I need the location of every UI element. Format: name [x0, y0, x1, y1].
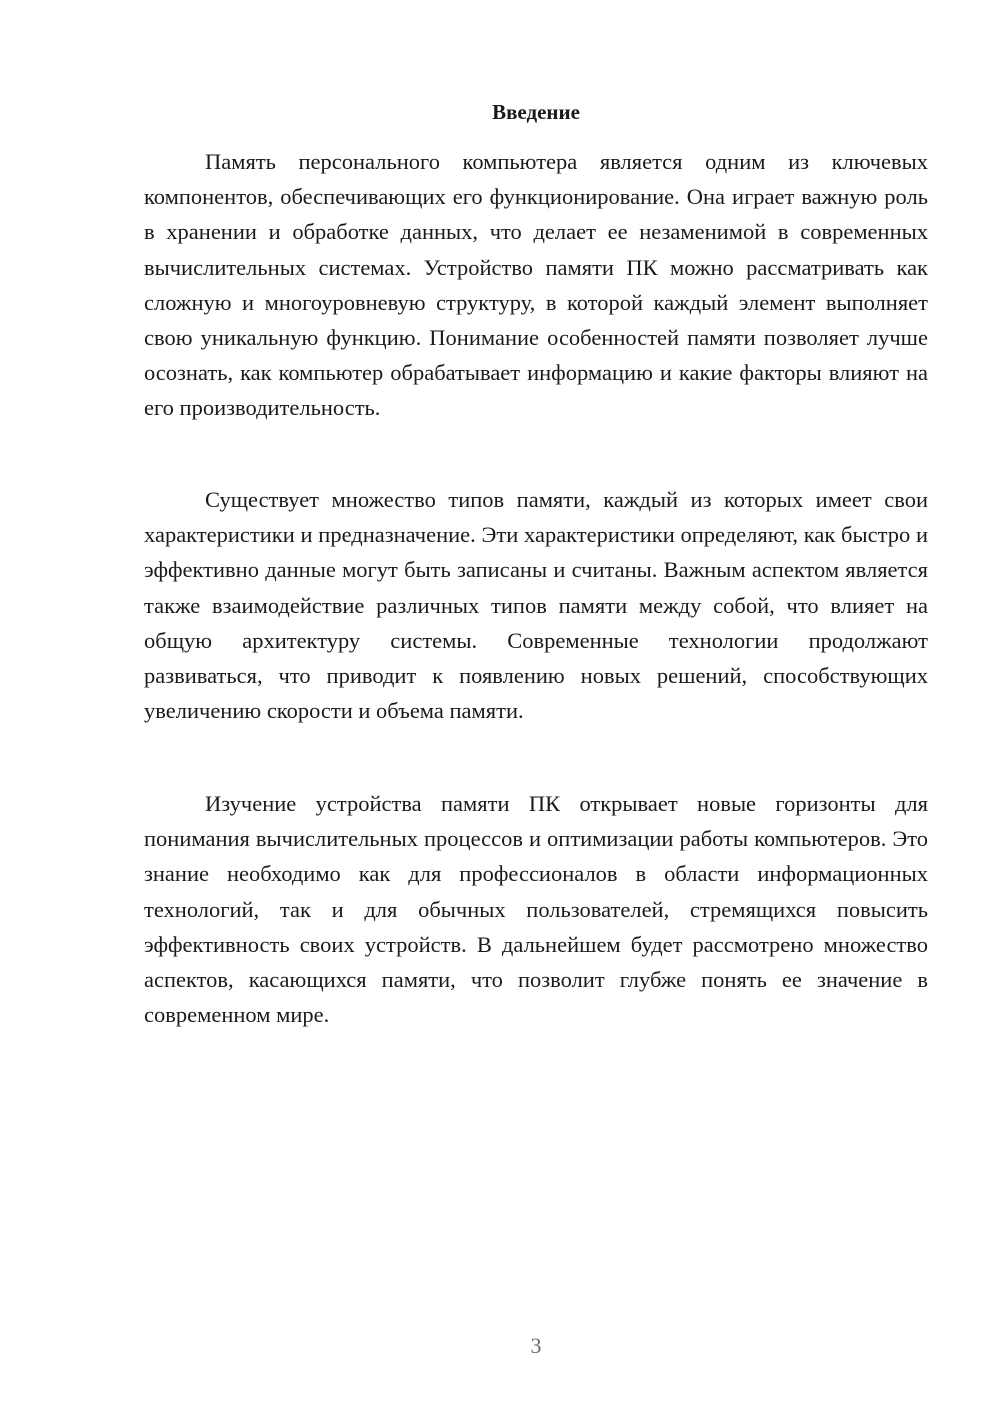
body-paragraph: Изучение устройства памяти ПК открывает новые горизонты для понимания вычислительных процессов и оптимизации работы компьютеров. Это знание необходимо как для профессионалов в области информационных технологий, так и для обычных пользователей, стремящихся повысить эффективность своих устройств. В дальнейшем будет рассмотрено множество аспектов, касающихся памяти, что позволит глубже понять ее значение в современном мире.	[144, 791, 928, 1028]
section-title: Введение	[492, 100, 580, 124]
body-paragraph: Память персонального компьютера является одним из ключевых компонентов, обеспечивающих его функционирование. Она играет важную роль в хранении и обработке данных, что делает ее незаменимой в современных вычислительных системах. Устройство памяти ПК можно рассматривать как сложную и многоуровневую структуру, в которой каждый элемент выполняет свою уникальную функцию. Понимание особенностей памяти позволяет лучше осознать, как компьютер обрабатывает информацию и какие факторы влияют на его производительность.	[144, 149, 928, 421]
paragraph-block-2	[144, 482, 928, 728]
body-paragraph: Существует множество типов памяти, каждый из которых имеет свои характеристики и предназначение. Эти характеристики определяют, как быстро и эффективно данные могут быть записаны и считаны. Важным аспектом является также взаимодействие различных типов памяти между собой, что влияет на общую архитектуру системы. Современные технологии продолжают развиваться, что приводит к появлению новых решений, способствующих увеличению скорости и объема памяти.	[144, 487, 928, 724]
paragraph-block-1	[144, 144, 928, 426]
page-number: 3	[530, 1333, 542, 1358]
paragraph-block-3	[144, 786, 928, 1032]
